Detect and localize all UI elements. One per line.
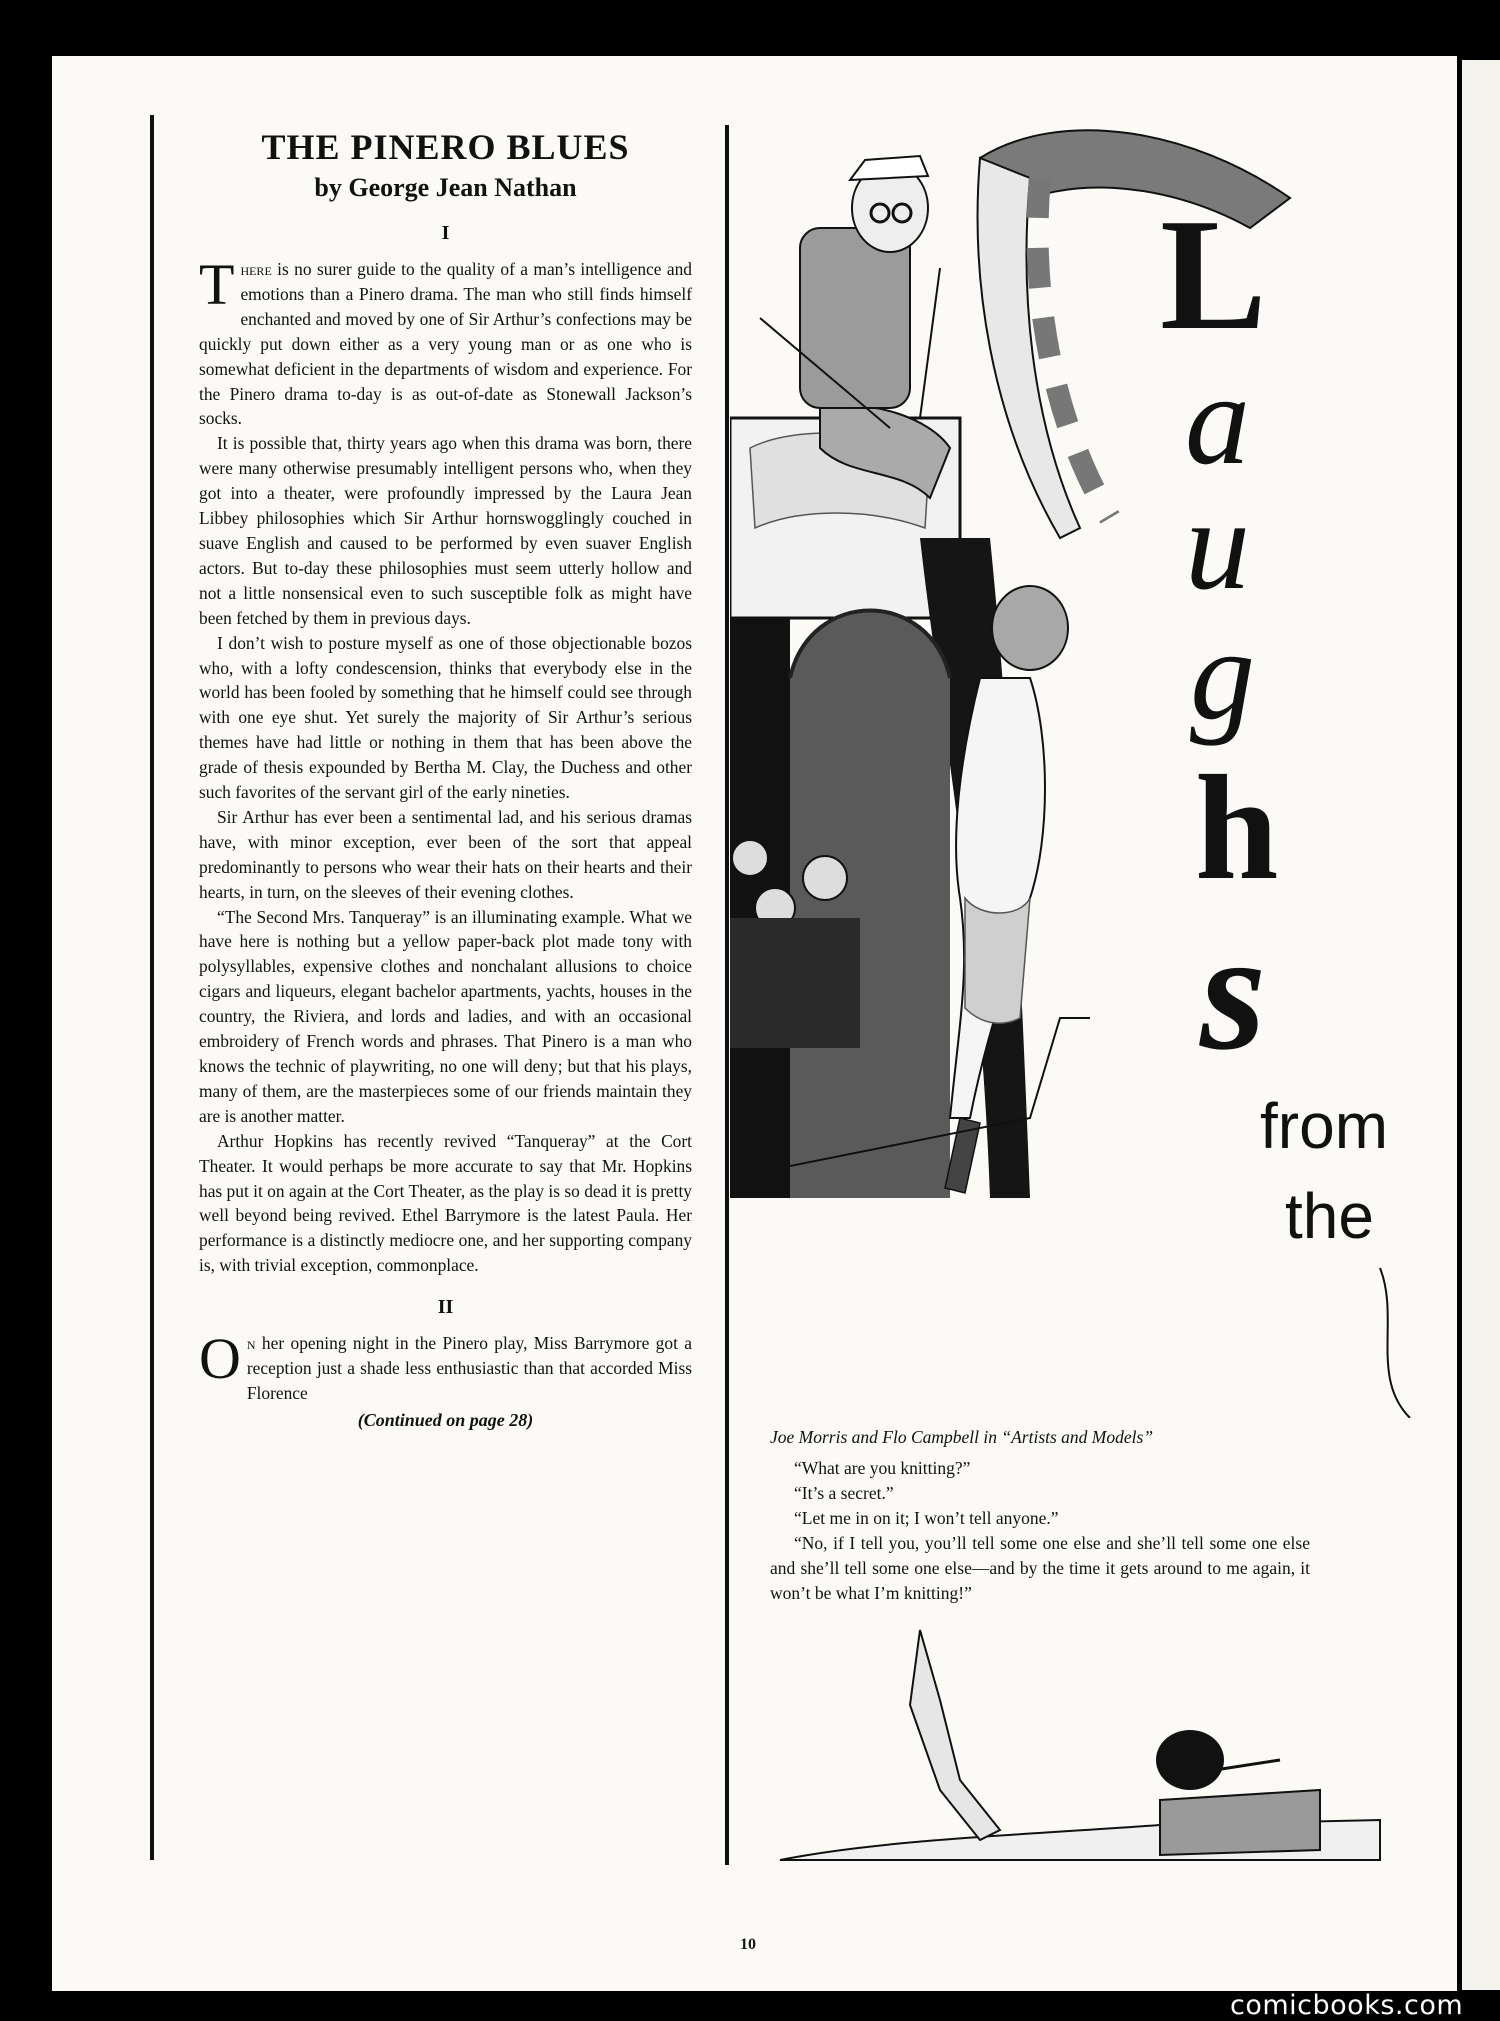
continued-notice: (Continued on page 28) [357,1409,534,1430]
theater-illustration [730,118,1430,1418]
paragraph-7 [199,1326,692,1406]
facing-page-edge [1462,60,1500,1990]
dialogue-line-1: “What are you knitting?” [794,1458,971,1478]
drop-cap: O [199,1326,241,1392]
paragraph-3: I don’t wish to posture myself as one of those objectionable bozos who, with a lofty condescension, thinks that everybody else in the world has been fooled by something that he himself could see through with one eye shut. Yet surely the majority of Sir Arthur’s serious themes have had little or nothing in them that has been above the grade of thesis expounded by Bertha M. Clay, the Duchess and other such favorites of the servant girl of the early nineties. [199,632,692,803]
section-number-one: I [441,222,450,244]
paragraph-1 [199,252,692,431]
theater-box [730,405,960,618]
headline-letter-2: a [1185,348,1250,492]
lead-in-smallcaps: n [246,1333,256,1354]
headline-letter-5: h [1195,745,1279,911]
headline-letter-6: s [1200,897,1267,1085]
cartoon-caption-block [770,1427,1310,1606]
headline-letters [1160,185,1278,1085]
section-number-two: II [437,1296,454,1319]
paragraph-2: It is possible that, thirty years ago when this drama was born, there were many otherwise presumably intelligent persons who, when they got into a theater, were profoundly impressed by the Laura Jean Libbey philosophies which Sir Arthur hornswogglingly couched in suave English and caused to be performed by even suaver English actors. But to-day these philosophies must seem utterly hollow and not a little nonsensical even to such susceptible folk as might have been fetched by them in previous days. [199,433,692,628]
article-byline: by George Jean Nathan [314,173,577,202]
paragraph-6: Arthur Hopkins has recently revived “Tanqueray” at the Cort Theater. It would perhaps be more accurate to say that Mr. Hopkins has put it on again at the Cort Theater, as the play is so dead it is pretty well beyond being revived. Ethel Barrymore is the latest Paula. Her performance is a distinctly mediocre one, and her supporting company is, with trivial exception, commonplace. [199,1130,692,1276]
article-title: THE PINERO BLUES [261,127,630,167]
dialogue-line-2: “It’s a secret.” [794,1483,894,1503]
article-column [199,118,692,1431]
center-column-rule [725,125,729,1865]
arched-doorway [790,611,950,1199]
drop-cap: T [199,252,235,317]
headline-words [1260,1090,1388,1252]
reclining-woman-illustration [760,1610,1460,1870]
decorative-squiggle [1380,1268,1410,1418]
left-column-rule [150,115,154,1860]
dialogue-line-4: “No, if I tell you, you’ll tell some one else and she’ll tell some one else and she’ll tell some one else—and by the time it gets around to me again, it won’t be what I’m knitting!” [770,1533,1310,1603]
paragraph-4: Sir Arthur has ever been a sentimental lad, and his serious dramas have, with minor exception, ever been of the sort that appeal predominantly to persons who wear their hats on their hearts and their hearts, in turn, on the sleeves of their evening clothes. [199,806,692,902]
paragraph-1-text: is no surer guide to the quality of a man’s intelligence and emotions than a Pinero drama. The man who still finds himself enchanted and moved by one of Sir Arthur’s confections may be quickly put down either as a very young man or as one who is somewhat deficient in the departments of wisdom and experience. For the Pinero drama to-day is as out-of-date as Stonewall Jackson’s socks. [199,259,692,429]
lead-in-smallcaps: here [240,259,272,279]
site-watermark: comicbooks.com [1230,1990,1464,2021]
headline-word-the: the [1285,1180,1374,1252]
cartoon-caption: Joe Morris and Flo Campbell in “Artists and Models” [770,1427,1154,1447]
paragraph-5: “The Second Mrs. Tanqueray” is an illuminating example. What we have here is nothing but a yellow paper-back plot made tony with polysyllables, expensive clothes and nonchalant allusions to choice cigars and liqueurs, elegant bachelor apartments, yachts, houses in the country, the Riviera, and lords and ladies, and with an occasional embroidery of French words and phrases. That Pinero is a man who knows the technic of playwriting, no one will deny; but that his plays, many of them, are the masterpieces some of our friends maintain they are is another matter. [199,906,692,1126]
dialogue-line-3: “Let me in on it; I won’t tell anyone.” [794,1508,1059,1528]
man-figure [760,156,940,428]
headline-letter-1: L [1160,185,1267,363]
headline-word-from: from [1260,1090,1388,1162]
headline-letter-3: u [1185,473,1250,617]
headline-letter-4: g [1190,603,1255,747]
paragraph-7-text: her opening night in the Pinero play, Miss Barrymore got a reception just a shade less enthusiastic than that accorded Miss Florence [246,1333,692,1403]
page-number: 10 [740,1936,756,1953]
